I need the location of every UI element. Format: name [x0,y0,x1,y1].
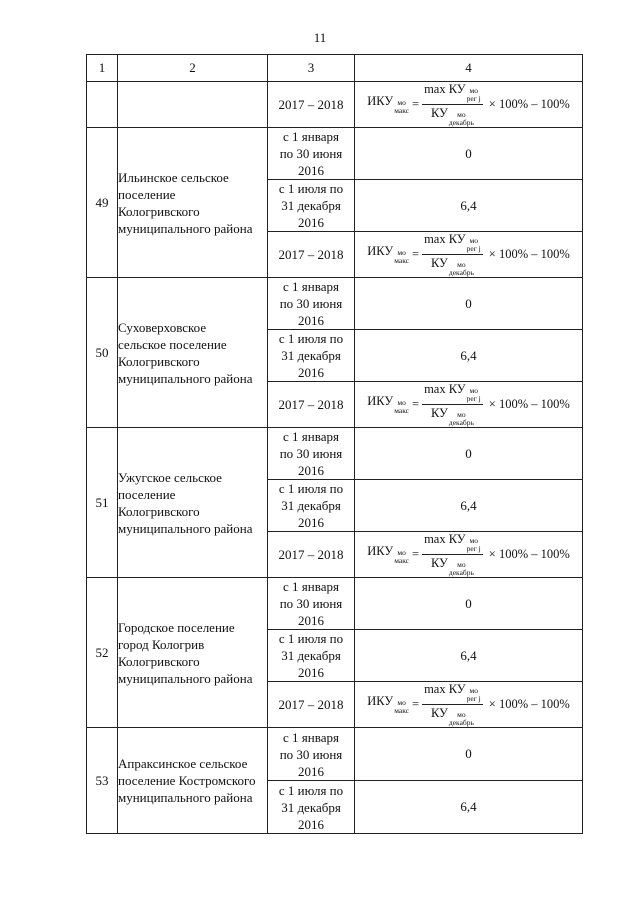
municipality-name-line: Кологривского [118,503,200,519]
value-cell: 6,4 [355,781,583,834]
formula-lhs [367,394,409,415]
formula-fraction [422,532,483,577]
formula-lhs-sub: макс [394,556,409,565]
ikumax-formula [355,682,582,727]
municipality-name-line: поселение Костромского [118,773,256,788]
formula-denominator-sub: декабрь [448,718,474,727]
row-number: 53 [87,728,118,834]
formula-cell [355,82,583,128]
formula-numerator-text: max КУ [424,532,466,546]
period-cell: 2017 – 2018 [268,682,355,728]
formula-lhs-sup: мо [397,698,406,707]
municipality-name-line: Ужугское сельское [118,469,222,485]
municipality-name-line: муниципального района [118,520,253,536]
value-cell: 0 [355,428,583,480]
formula-denominator-text: КУ [430,556,448,570]
formula-equals: = [412,397,420,411]
header-row [87,55,583,82]
formula-denominator-sup: мо [457,560,466,569]
formula-denominator-sub: декабрь [448,568,474,577]
municipality-name-line: город Кологрив [118,636,205,652]
formula-denominator-sup: мо [457,410,466,419]
formula-lhs-sup: мо [397,548,406,557]
formula-lhs-text: ИКУ [367,394,394,408]
formula-lhs [367,94,409,115]
period-cell: 2017 – 2018 [268,232,355,278]
period-cell: с 1 января по 30 июня 2016 [268,278,355,330]
period-cell: с 1 января по 30 июня 2016 [268,428,355,480]
formula-numerator-text: max КУ [424,82,466,96]
formula-fraction [422,382,483,427]
formula-denominator-text: КУ [430,256,448,270]
formula-numerator-indices [467,687,481,703]
formula-tail: × 100% – 100% [488,97,570,111]
row-number: 52 [87,578,118,728]
tariff-table [86,54,583,834]
value-cell: 6,4 [355,330,583,382]
municipality-name [118,128,268,278]
formula-numerator-text: max КУ [424,382,466,396]
formula-numerator-sub: рег j [466,694,481,703]
value-cell [355,532,583,578]
formula-lhs-sup: мо [397,398,406,407]
formula-tail: × 100% – 100% [488,547,570,561]
municipality-name-line: Кологривского [118,653,200,669]
header-col-1: 1 [87,55,118,82]
formula-numerator-sup: мо [469,386,478,395]
ikumax-formula [355,532,582,577]
formula-numerator-indices [467,537,481,553]
municipality-name-line: поселение [118,186,176,202]
period-cell: 2017 – 2018 [268,82,355,128]
table-row [87,128,583,180]
value-cell [355,382,583,428]
period-cell: с 1 января по 30 июня 2016 [268,578,355,630]
row-number: 51 [87,428,118,578]
formula-lhs-indices [394,699,409,715]
period-cell: с 1 июля по 31 декабря 2016 [268,180,355,232]
municipality-name-line: муниципального района [118,220,253,236]
formula-numerator-sub: рег j [466,394,481,403]
formula-denominator-sub: декабрь [448,418,474,427]
municipality-name-line: муниципального района [118,790,253,805]
formula-lhs-sub: макс [394,406,409,415]
municipality-name-line: сельское поселение [118,336,227,352]
formula-lhs-indices [394,399,409,415]
formula-numerator-sup: мо [469,686,478,695]
formula-numerator [422,82,483,105]
formula-numerator-sub: рег j [466,94,481,103]
municipality-name [118,82,268,128]
period-cell: 2017 – 2018 [268,532,355,578]
formula-denominator [429,705,476,727]
value-cell: 0 [355,578,583,630]
period-cell: с 1 января по 30 июня 2016 [268,728,355,781]
formula-lhs-text: ИКУ [367,244,394,258]
formula-numerator-sup: мо [469,236,478,245]
formula-denominator-text: КУ [430,106,448,120]
formula-denominator-sup: мо [457,260,466,269]
formula-numerator-sup: мо [469,536,478,545]
municipality-name-line: Кологривского [118,353,200,369]
table-row [87,578,583,630]
formula-lhs-text: ИКУ [367,94,394,108]
value-cell: 0 [355,278,583,330]
municipality-name-line: Апраксинское сельское [118,756,248,771]
period-cell: с 1 июля по 31 декабря 2016 [268,480,355,532]
formula-numerator [422,232,483,255]
formula-lhs-indices [394,549,409,565]
formula-lhs-sub: макс [394,706,409,715]
table-row [87,428,583,480]
header-col-4: 4 [355,55,583,82]
row-number: 49 [87,128,118,278]
formula-tail: × 100% – 100% [488,697,570,711]
formula-denominator-text: КУ [430,406,448,420]
formula-denominator [429,555,476,577]
formula-fraction [422,682,483,727]
municipality-name [118,578,268,728]
formula-equals: = [412,547,420,561]
value-cell [355,232,583,278]
formula-numerator-sup: мо [469,86,478,95]
ikumax-formula [355,82,582,127]
formula-lhs [367,244,409,265]
formula-fraction [422,82,483,127]
formula-denominator-indices [449,111,474,127]
formula-numerator [422,682,483,705]
municipality-name-line: поселение [118,486,176,502]
municipality-name [118,428,268,578]
formula-tail: × 100% – 100% [488,397,570,411]
row-number [87,82,118,128]
formula-denominator-indices [449,711,474,727]
period-cell: с 1 января по 30 июня 2016 [268,128,355,180]
formula-denominator-sup: мо [457,110,466,119]
table-row-continued [87,82,583,128]
municipality-name-line: муниципального района [118,370,253,386]
formula-lhs-text: ИКУ [367,544,394,558]
ikumax-formula [355,382,582,427]
value-cell [355,682,583,728]
formula-equals: = [412,697,420,711]
formula-denominator-text: КУ [430,706,448,720]
municipality-name-line: Кологривского [118,203,200,219]
period-cell: с 1 июля по 31 декабря 2016 [268,781,355,834]
formula-lhs [367,544,409,565]
formula-denominator-sup: мо [457,710,466,719]
formula-numerator [422,532,483,555]
municipality-name [118,728,268,834]
table-row [87,728,583,781]
formula-lhs-sub: макс [394,256,409,265]
formula-lhs-sup: мо [397,98,406,107]
header-col-3: 3 [268,55,355,82]
formula-lhs-sup: мо [397,248,406,257]
formula-denominator [429,105,476,127]
page-number: 11 [313,30,327,45]
formula-denominator-indices [449,261,474,277]
formula-tail: × 100% – 100% [488,247,570,261]
municipality-name [118,278,268,428]
formula-equals: = [412,247,420,261]
formula-numerator-indices [467,87,481,103]
value-cell: 6,4 [355,480,583,532]
municipality-name-line: Городское поселение [118,619,235,635]
formula-numerator-indices [467,387,481,403]
formula-lhs [367,694,409,715]
formula-denominator-indices [449,411,474,427]
formula-numerator [422,382,483,405]
period-cell: с 1 июля по 31 декабря 2016 [268,330,355,382]
formula-lhs-indices [394,249,409,265]
formula-numerator-sub: рег j [466,544,481,553]
formula-fraction [422,232,483,277]
formula-lhs-text: ИКУ [367,694,394,708]
formula-denominator [429,255,476,277]
municipality-name-line: Ильинское сельское [118,169,229,185]
table-row [87,278,583,330]
formula-equals: = [412,97,420,111]
formula-lhs-sub: макс [394,106,409,115]
formula-numerator-text: max КУ [424,682,466,696]
formula-denominator-sub: декабрь [448,268,474,277]
period-cell: 2017 – 2018 [268,382,355,428]
row-number: 50 [87,278,118,428]
formula-numerator-text: max КУ [424,232,466,246]
formula-denominator-sub: декабрь [448,118,474,127]
municipality-name-line: муниципального района [118,670,253,686]
header-col-2: 2 [118,55,268,82]
municipality-name-line: Суховерховское [118,319,207,335]
formula-denominator-indices [449,561,474,577]
formula-lhs-indices [394,99,409,115]
ikumax-formula [355,232,582,277]
formula-numerator-sub: рег j [466,244,481,253]
formula-numerator-indices [467,237,481,253]
value-cell: 6,4 [355,630,583,682]
period-cell: с 1 июля по 31 декабря 2016 [268,630,355,682]
value-cell: 0 [355,128,583,180]
value-cell: 0 [355,728,583,781]
formula-denominator [429,405,476,427]
value-cell: 6,4 [355,180,583,232]
